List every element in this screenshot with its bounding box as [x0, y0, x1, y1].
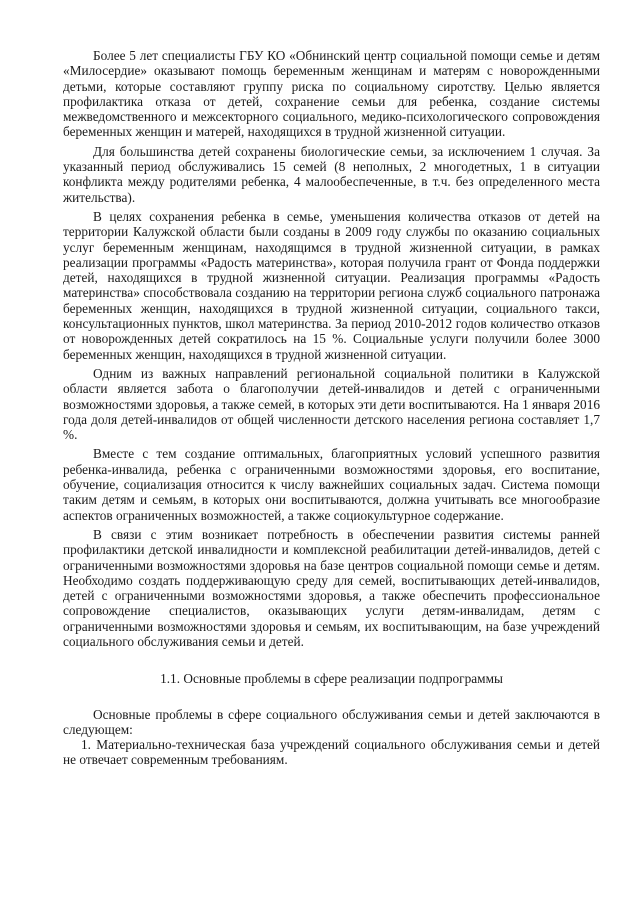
paragraph-4: Одним из важных направлений региональной социальной политики в Калужской области является забота о благополучии детей-инвалидов и детей с ограниченными возможностями здоровья, а также семей, в которых эти дети воспитываются. На 1 января 2016 года доля детей-инвалидов от общей численности детского населения региона составляет 1,7 %. — [63, 365, 600, 443]
paragraph-2: Для большинства детей сохранены биологические семьи, за исключением 1 случая. За указанный период обслуживались 15 семей (8 неполных, 2 многодетных, 1 в ситуации конфликта между родителями ребенка, 4 малообеспеченные, в т.ч. без определенного места жительства). — [63, 143, 600, 205]
paragraph-3: В целях сохранения ребенка в семье, уменьшения количества отказов от детей на территории Калужской области были созданы в 2009 году службы по оказанию социальных услуг беременным женщинам, находящимся в трудной жизненной ситуации, в рамках реализации программы «Радость материнства», которая получила грант от Фонда поддержки детей, находящихся в трудной жизненной ситуации. Реализация программы «Радость материнства» способствовала созданию на территории региона служб социального патронажа беременных женщин, находящихся в трудной жизненной ситуации, социального такси, консультационных пунктов, школ материнства. За период 2010-2012 годов количество отказов от новорожденных детей сократилось на 15 %. Социальные услуги получили более 3000 беременных женщин, находящихся в трудной жизненной ситуации. — [63, 208, 600, 362]
section-heading: 1.1. Основные проблемы в сфере реализации подпрограммы — [160, 671, 503, 687]
document-body — [63, 48, 600, 768]
paragraph-6: В связи с этим возникает потребность в обеспечении развития системы ранней профилактики детской инвалидности и комплексной реабилитации детей-инвалидов, детей с ограниченными возможностями здоровья на базе центров социальной помощи семье и детям. Необходимо создать поддерживающую среду для семей, воспитывающих детей-инвалидов, детей с ограниченными возможностями здоровья, а также обеспечить профессиональное сопровождение специалистов, оказывающих услуги детям-инвалидам, детям с ограниченными возможностями здоровья и семьям, их воспитывающим, на базе учреждений социального обслуживания семьи и детей. — [63, 526, 600, 649]
paragraph-5: Вместе с тем создание оптимальных, благоприятных условий успешного развития ребенка-инвалида, ребенка с ограниченными возможностями здоровья, его воспитание, обучение, социализация относится к числу важнейших социальных задач. Система помощи таким детям и семьям, в которых они воспитываются, должна учитывать все многообразие аспектов ограниченных возможностей, а также социокультурное содержание. — [63, 446, 600, 523]
list-item-1: 1. Материально-техническая база учреждений социального обслуживания семьи и детей не отвечает современным требованиям. — [63, 737, 600, 768]
paragraph-1: Более 5 лет специалисты ГБУ КО «Обнинский центр социальной помощи семье и детям «Милосердие» оказывают помощь беременным женщинам и матерям с новорожденными детьми, которые составляют группу риска по социальному сиротству. Целью является профилактика отказа от детей, сохранение семьи для ребенка, создание системы межведомственного и межсекторного социального, медико-психологического сопровождения беременных женщин и матерей, находящихся в трудной жизненной ситуации. — [63, 48, 600, 140]
section-intro: Основные проблемы в сфере социального обслуживания семьи и детей заключаются в следующем: — [63, 706, 600, 737]
